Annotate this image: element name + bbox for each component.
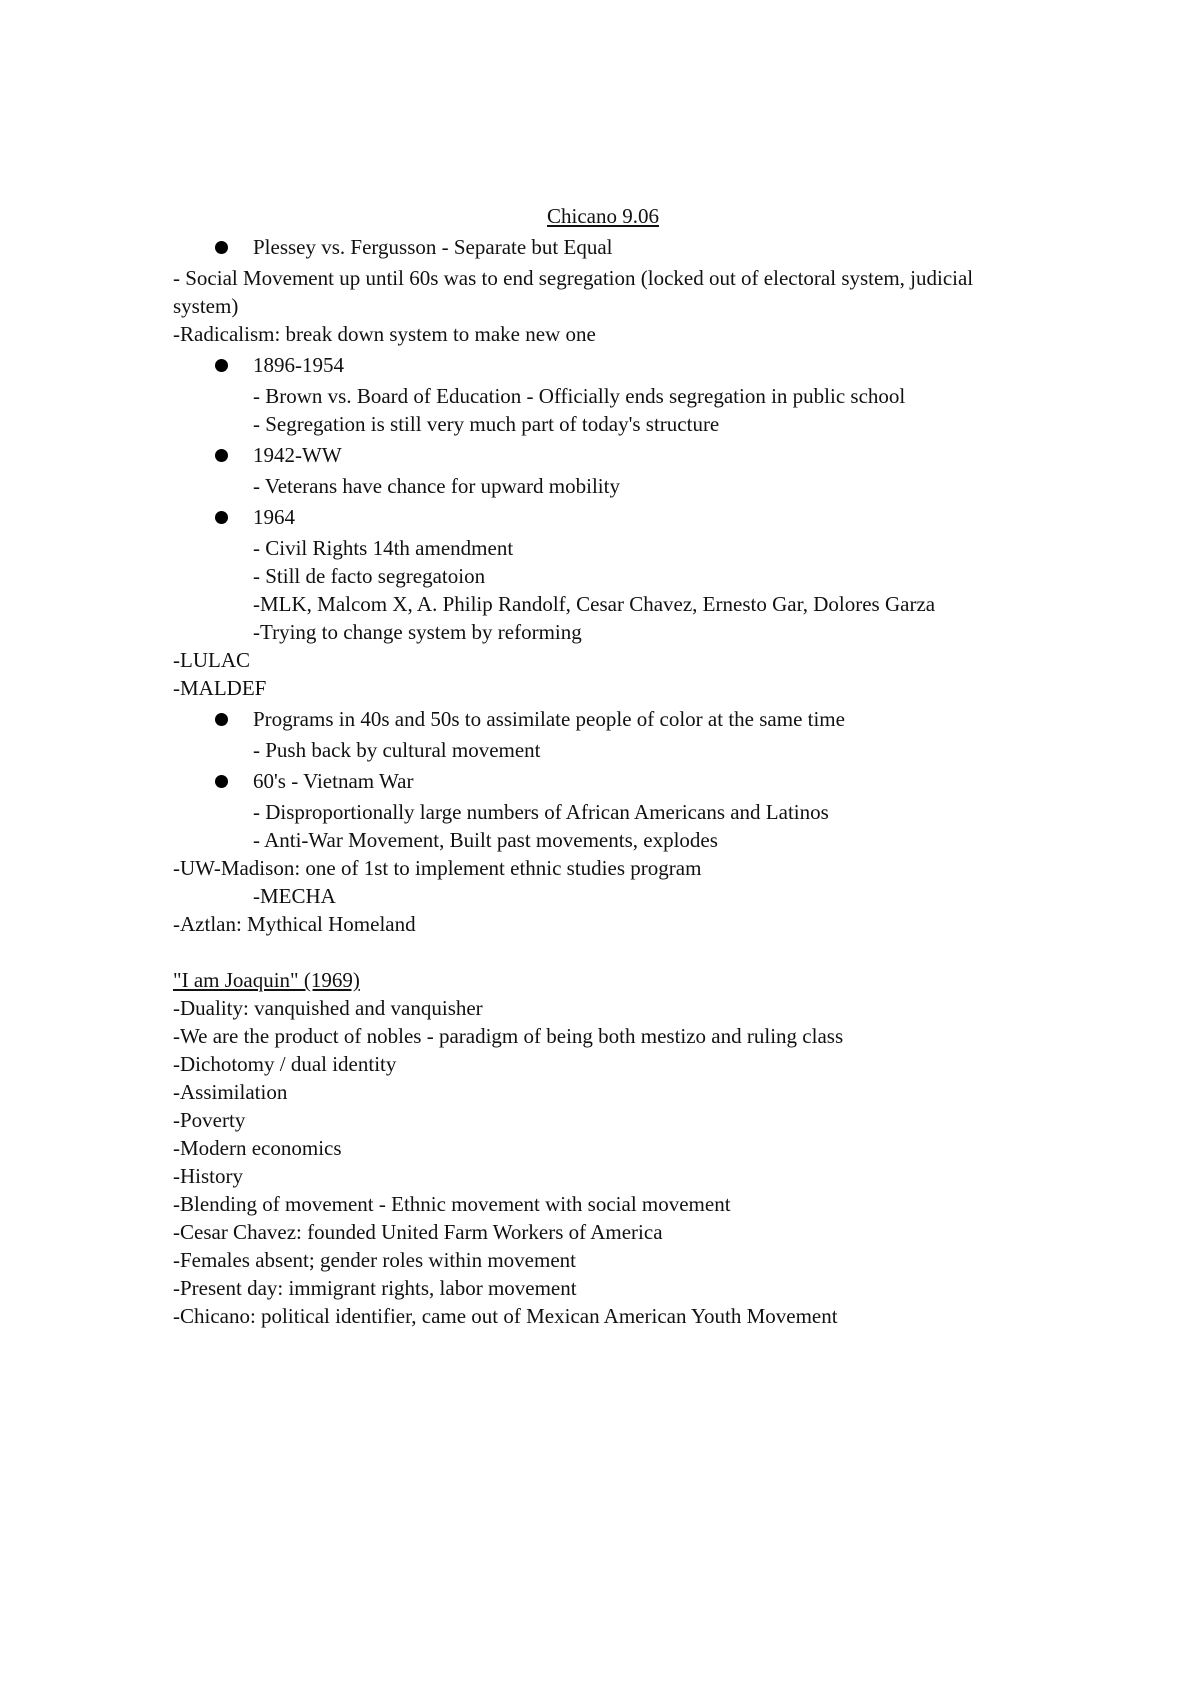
note-line: -MALDEF <box>173 676 267 700</box>
list-item: -Dichotomy / dual identity <box>173 1052 397 1076</box>
list-item: -Blending of movement - Ethnic movement with social movement <box>173 1192 731 1216</box>
page-title: Chicano 9.06 <box>547 204 659 228</box>
list-item: -Modern economics <box>173 1136 342 1160</box>
bullet-text: Programs in 40s and 50s to assimilate people of color at the same time <box>253 707 845 731</box>
bullet-dot-icon <box>215 713 228 726</box>
bullet-dot-icon <box>215 241 228 254</box>
spacer <box>173 938 1033 966</box>
sub-note-line: - Segregation is still very much part of today's structure <box>253 412 720 436</box>
bullet-item <box>173 767 1033 795</box>
sub-note-line: -MECHA <box>253 884 336 908</box>
list-item: -Poverty <box>173 1108 246 1132</box>
bullet-dot-icon <box>215 359 228 372</box>
list-item: -Cesar Chavez: founded United Farm Workers of America <box>173 1220 663 1244</box>
note-line: -LULAC <box>173 648 250 672</box>
list-item: -Duality: vanquished and vanquisher <box>173 996 483 1020</box>
bullet-text: 1896-1954 <box>253 353 344 377</box>
sub-note-line: - Civil Rights 14th amendment <box>253 536 514 560</box>
sub-note-line: - Veterans have chance for upward mobility <box>253 474 620 498</box>
sub-note-line: - Push back by cultural movement <box>253 738 541 762</box>
bullet-text: 60's - Vietnam War <box>253 769 414 793</box>
note-line: - Social Movement up until 60s was to end segregation (locked out of electoral system, judicial system) <box>173 266 974 318</box>
bullet-item <box>173 705 1033 733</box>
bullet-text: 1942-WW <box>253 443 342 467</box>
bullet-text: 1964 <box>253 505 295 529</box>
list-item: -Present day: immigrant rights, labor movement <box>173 1276 577 1300</box>
list-item: -Chicano: political identifier, came out of Mexican American Youth Movement <box>173 1304 838 1328</box>
sub-note-line: - Disproportionally large numbers of African Americans and Latinos <box>253 800 829 824</box>
sub-note-line: - Still de facto segregatoion <box>253 564 486 588</box>
list-item: -We are the product of nobles - paradigm of being both mestizo and ruling class <box>173 1024 844 1048</box>
section-heading: "I am Joaquin" (1969) <box>173 968 360 992</box>
note-line: -UW-Madison: one of 1st to implement ethnic studies program <box>173 856 702 880</box>
list-item: -Assimilation <box>173 1080 288 1104</box>
bullet-item <box>173 441 1033 469</box>
bullet-text: Plessey vs. Fergusson - Separate but Equal <box>253 235 613 259</box>
bullet-dot-icon <box>215 775 228 788</box>
sub-note-line: - Brown vs. Board of Education - Officially ends segregation in public school <box>253 384 906 408</box>
bullet-item <box>173 233 1033 261</box>
sub-note-line: - Anti-War Movement, Built past movements, explodes <box>253 828 718 852</box>
bullet-item <box>173 351 1033 379</box>
bullet-item <box>173 503 1033 531</box>
sub-note-line: -MLK, Malcom X, A. Philip Randolf, Cesar Chavez, Ernesto Gar, Dolores Garza <box>253 592 936 616</box>
notes-body <box>173 202 1033 1330</box>
bullet-dot-icon <box>215 449 228 462</box>
bullet-dot-icon <box>215 511 228 524</box>
note-line: -Aztlan: Mythical Homeland <box>173 912 416 936</box>
sub-note-line: -Trying to change system by reforming <box>253 620 582 644</box>
list-item: -Females absent; gender roles within movement <box>173 1248 576 1272</box>
list-item: -History <box>173 1164 243 1188</box>
note-line: -Radicalism: break down system to make new one <box>173 322 596 346</box>
